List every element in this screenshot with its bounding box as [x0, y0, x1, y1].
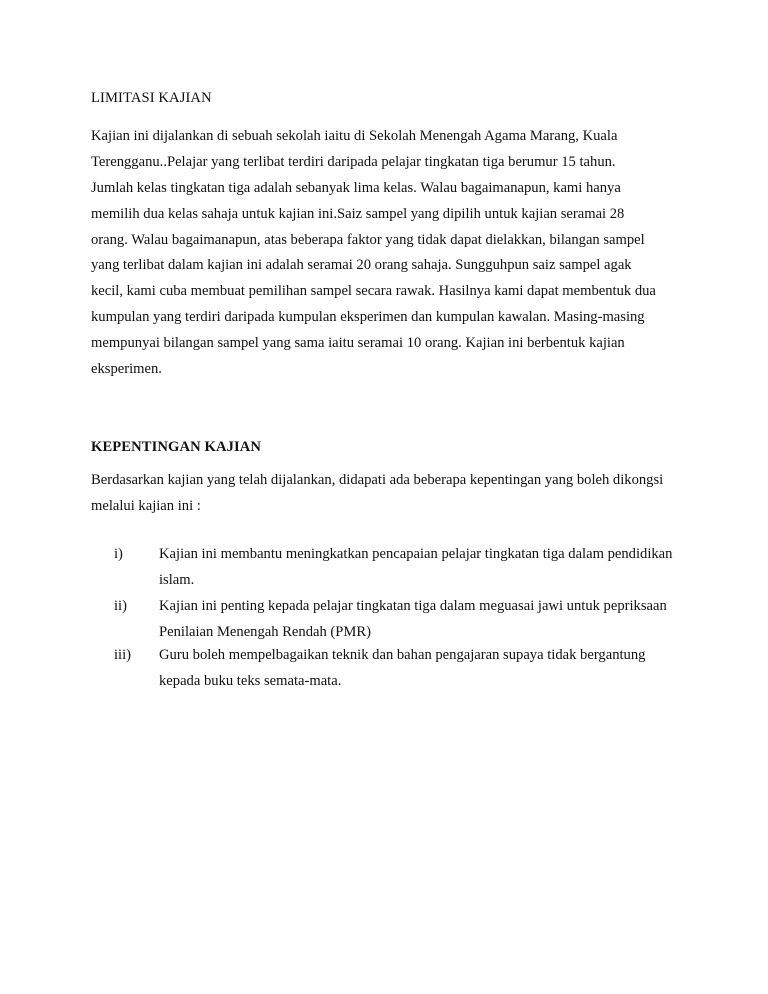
list-item-line: Kajian ini penting kepada pelajar tingkatan tiga dalam meguasai jawi untuk pepriksaan — [159, 598, 667, 614]
list-item-number: ii) — [114, 598, 127, 614]
paragraph-line: mempunyai bilangan sampel yang sama iaitu seramai 10 orang. Kajian ini berbentuk kajian — [91, 335, 625, 352]
section-heading-kepentingan: KEPENTINGAN KAJIAN — [91, 439, 262, 455]
list-item-line: kepada buku teks semata-mata. — [159, 672, 342, 689]
paragraph-line: kumpulan yang terdiri daripada kumpulan eksperimen dan kumpulan kawalan. Masing-masing — [91, 309, 645, 326]
list-item-text — [159, 545, 719, 597]
list-item-number: i) — [114, 546, 123, 562]
list-item-text — [159, 646, 719, 698]
list-item-line: Guru boleh mempelbagaikan teknik dan bahan pengajaran supaya tidak bergantung — [159, 647, 646, 663]
paragraph-line: Kajian ini dijalankan di sebuah sekolah iaitu di Sekolah Menengah Agama Marang, Kuala — [91, 128, 618, 144]
paragraph-line: orang. Walau bagaimanapun, atas beberapa faktor yang tidak dapat dielakkan, bilangan sampel — [91, 231, 645, 248]
list-item-text — [159, 597, 719, 649]
section-heading-limitasi: LIMITASI KAJIAN — [91, 90, 212, 106]
paragraph-line: Terengganu..Pelajar yang terlibat terdiri daripada pelajar tingkatan tiga berumur 15 tahun. — [91, 153, 616, 170]
list-item-number: iii) — [114, 647, 132, 663]
paragraph-line: melalui kajian ini : — [91, 497, 201, 514]
paragraph-line: eksperimen. — [91, 361, 162, 378]
paragraph-line: yang terlibat dalam kajian ini adalah seramai 20 orang sahaja. Sungguhpun saiz sampel agak — [91, 257, 632, 274]
list-item-line: Kajian ini membantu meningkatkan pencapaian pelajar tingkatan tiga dalam pendidikan — [159, 546, 673, 562]
list-item-line: islam. — [159, 571, 195, 588]
paragraph-line: kecil, kami cuba membuat pemilihan sampel secara rawak. Hasilnya kami dapat membentuk dua — [91, 283, 656, 300]
paragraph-line: memilih dua kelas sahaja untuk kajian ini.Saiz sampel yang dipilih untuk kajian seramai 28 — [91, 205, 625, 222]
paragraph-line: Jumlah kelas tingkatan tiga adalah sebanyak lima kelas. Walau bagaimanapun, kami hanya — [91, 179, 621, 196]
paragraph-kepentingan-intro — [91, 471, 691, 523]
list-item-line: Penilaian Menengah Rendah (PMR) — [159, 623, 371, 640]
paragraph-limitasi — [91, 127, 691, 386]
paragraph-line: Berdasarkan kajian yang telah dijalankan, didapati ada beberapa kepentingan yang boleh dikongsi — [91, 472, 664, 488]
